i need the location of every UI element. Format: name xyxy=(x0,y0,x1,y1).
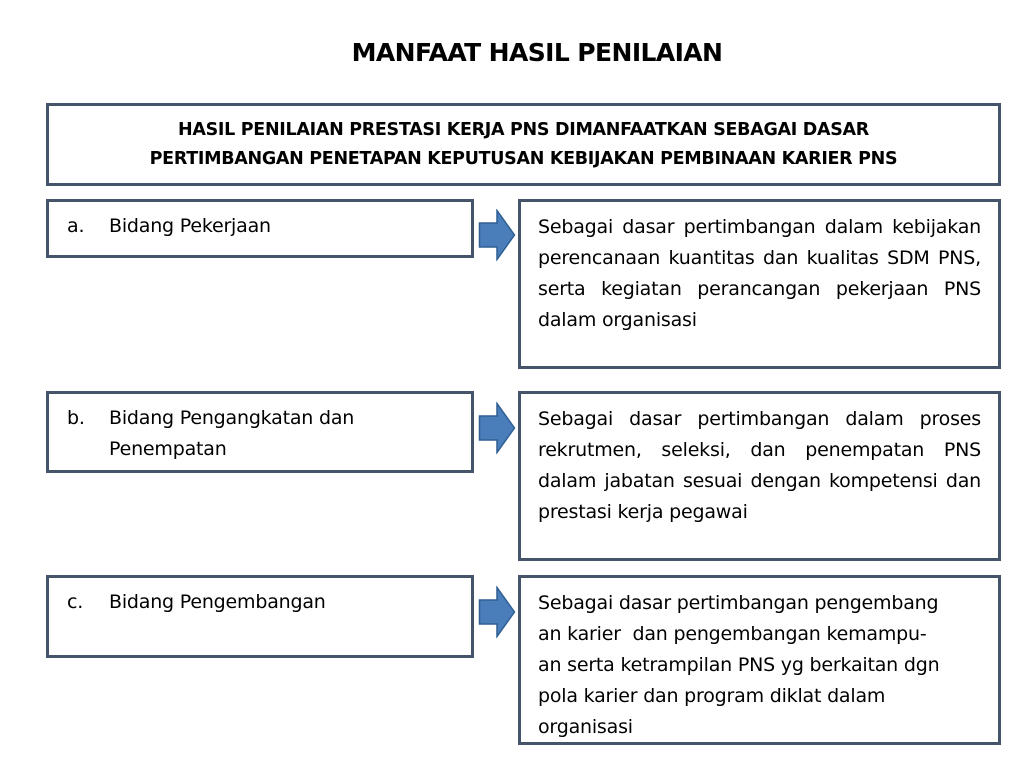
label-box-pekerjaan xyxy=(46,199,474,258)
desc-box-pengembangan xyxy=(518,575,1001,745)
desc-line: an serta ketrampilan PNS yg berkaitan dgn xyxy=(538,654,940,676)
header-line-1: HASIL PENILAIAN PRESTASI KERJA PNS DIMANFAATKAN SEBAGAI DASAR xyxy=(178,119,869,140)
desc-box-pekerjaan xyxy=(518,199,1001,369)
label-text: Bidang Pengembangan xyxy=(109,591,326,613)
right-arrow-icon xyxy=(478,209,516,261)
desc-text: Sebagai dasar pertimbangan dalam kebijakan perencanaan kuantitas dan kualitas SDM PNS, serta kegiatan perancangan pekerjaan PNS dalam organisasi xyxy=(538,216,981,331)
desc-line: organisasi xyxy=(538,716,633,738)
label-box-pengembangan xyxy=(46,575,474,658)
slide-title: MANFAAT HASIL PENILAIAN xyxy=(351,38,723,67)
label-letter: a. xyxy=(67,215,85,237)
desc-line: an karier dan pengembangan kemampu- xyxy=(538,623,927,645)
label-text: Bidang Pengangkatan dan Penempatan xyxy=(109,407,355,460)
header-text xyxy=(150,116,898,174)
label-text: Bidang Pekerjaan xyxy=(109,215,271,237)
label-letter: c. xyxy=(67,591,84,613)
header-line-2: PERTIMBANGAN PENETAPAN KEPUTUSAN KEBIJAKAN PEMBINAAN KARIER PNS xyxy=(149,148,898,169)
desc-text xyxy=(538,588,981,743)
right-arrow-icon xyxy=(478,586,516,638)
label-box-pengangkatan xyxy=(46,391,474,473)
desc-line: pola karier dan program diklat dalam xyxy=(538,685,886,707)
desc-text: Sebagai dasar pertimbangan dalam proses rekrutmen, seleksi, dan penempatan PNS dalam jabatan sesuai dengan kompetensi dan prestasi kerja pegawai xyxy=(538,408,981,523)
desc-box-pengangkatan xyxy=(518,391,1001,561)
header-box xyxy=(46,103,1001,186)
label-letter: b. xyxy=(67,407,85,429)
right-arrow-icon xyxy=(478,402,516,454)
desc-line: Sebagai dasar pertimbangan pengembang xyxy=(538,592,939,614)
